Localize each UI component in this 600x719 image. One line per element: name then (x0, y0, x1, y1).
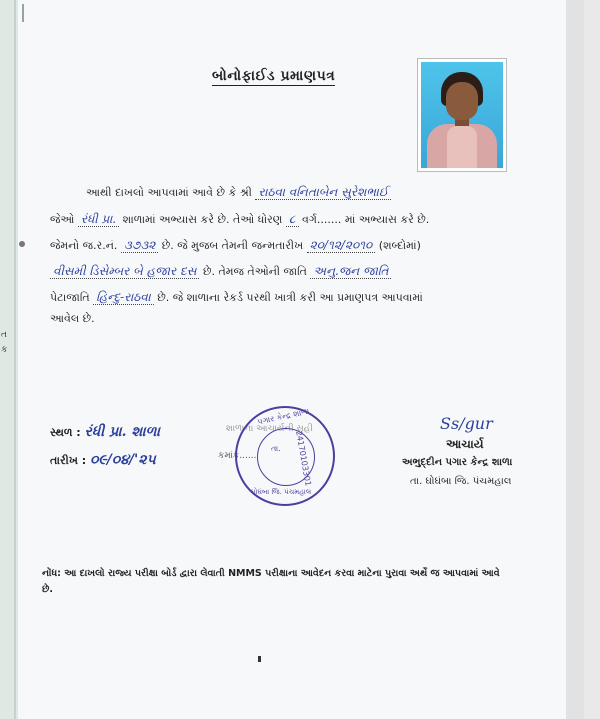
date-value: ૦૯/૦૪/'૨૫ (89, 452, 156, 468)
line-4-mid: છે. તેમજ તેઓની જાતિ (202, 265, 307, 278)
date-of-birth: ૨૦/૧૨/૨૦૧૦ (307, 238, 376, 253)
line-5 (50, 290, 423, 305)
line-3-prefix: જેમનો જ.ર.નં. (50, 239, 118, 252)
staple-pin (19, 241, 25, 247)
register-number: ૩૭૩૨ (121, 238, 158, 253)
line-3 (50, 238, 421, 253)
line-6: આવેલ છે. (50, 312, 95, 325)
subcaste: હિન્દુ-રાઠવા (93, 290, 154, 305)
paper-shadow (566, 0, 584, 719)
footnote: નોંધ: આ દાખલો રાજ્ય પરીક્ષા બોર્ડ દ્વારા લેવાતી NMMS પરીક્ષાના આવેદન કરવા માટેના પુરાવા અર્થે જ આપવામાં આવે છે. (42, 568, 500, 595)
student-photo (417, 58, 507, 172)
line-1-prefix: આથી દાખલો આપવામાં આવે છે કે શ્રી (86, 186, 252, 199)
principal-signature: Ss/gur (440, 414, 493, 433)
line-2-prefix: જેઓ (50, 213, 75, 226)
place-row (50, 424, 160, 440)
line-3-suffix: (શબ્દોમાં) (378, 239, 421, 252)
stamp-center: તા. (271, 444, 281, 453)
date-label: તારીખ : (50, 454, 87, 467)
stamp-top-text: પગાર કેન્દ્ર શાળા (256, 406, 311, 427)
school-stamp (235, 406, 335, 506)
line-4 (50, 264, 391, 279)
stamp-bottom-text: ઘોઘંબા જિ. પંચમહાલ (251, 488, 312, 496)
standard-value: ૮ (286, 212, 299, 227)
line-1 (86, 185, 391, 200)
principal-title: આચાર્ય (446, 437, 484, 451)
paper-mark (258, 656, 261, 662)
caste-category: અનુ.જન જાતિ (310, 264, 391, 279)
page-edge (14, 0, 16, 719)
adjacent-page-strip (0, 0, 18, 719)
student-name: રાઠવા વનિતાબેન સુરેશભાઈ (255, 185, 391, 200)
line-2-mid: શાળામાં અભ્યાસ કરે છે. તેઓ ધોરણ (122, 213, 283, 226)
place-value: રંધી પ્રા. શાળા (84, 424, 160, 440)
dob-in-words: વીસમી ડિસેમ્બર બે હજાર દસ (50, 264, 199, 279)
line-2-suffix: વર્ગ....... માં અભ્યાસ કરે છે. (302, 213, 430, 226)
certificate-title: બોનોફાઈડ પ્રમાણપત્ર (212, 68, 336, 84)
principal-address: તા. ઘોઘંબા જિ. પંચમહાલ (410, 476, 512, 487)
margin-tick (22, 4, 24, 22)
faded-sign-label: શાળાના આચાર્યની સહી (226, 424, 313, 434)
place-label: સ્થળ : (50, 426, 81, 439)
line-2 (50, 212, 429, 227)
date-row (50, 452, 156, 468)
line-5-prefix: પેટાજાતિ (50, 291, 90, 304)
line-3-mid: છે. જે મુજબ તેમની જન્મતારીખ (161, 239, 304, 252)
line-5-suffix: છે. જે શાળાના રેકર્ડ પરથી ખાત્રી કરી આ પ્રમાણપત્ર આપવામાં (157, 291, 423, 304)
faded-sign-number: કમાંક...... (218, 451, 257, 461)
principal-school: અભુદ્દીન પગાર કેન્દ્ર શાળા (402, 457, 513, 468)
margin-text: ક (1, 345, 8, 355)
school-name: રંધી પ્રા. (78, 212, 119, 227)
margin-text: ત (1, 330, 7, 340)
stamp-number: 24170103301 (294, 430, 313, 487)
